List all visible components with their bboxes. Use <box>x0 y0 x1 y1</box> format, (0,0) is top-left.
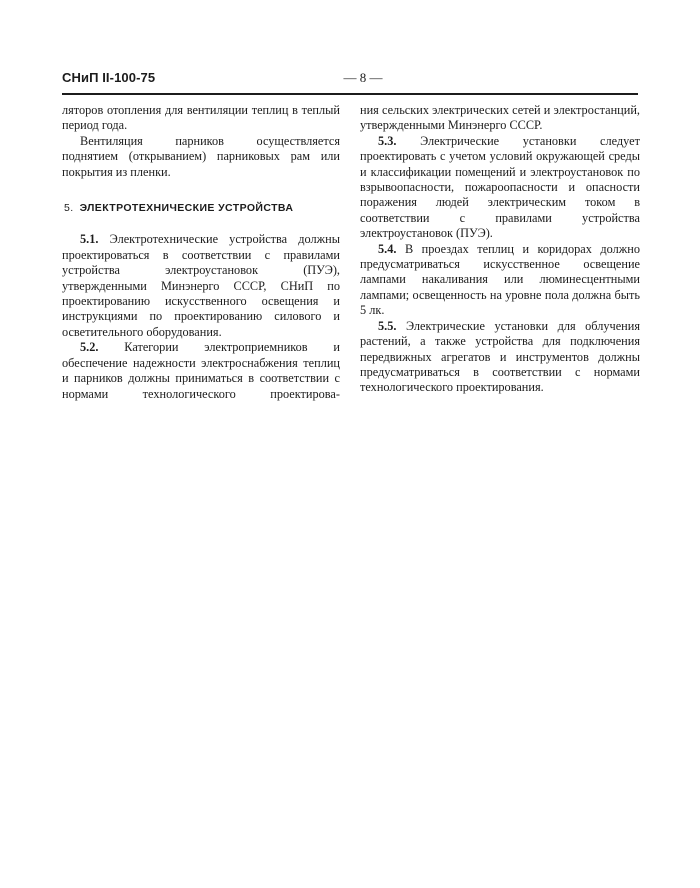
clause-text: Электрические установки для облучения растений, а также устройства для подключения передвижных агрегатов и инструментов должны предусматриваться в соответствии с нормами технологического проектирования. <box>360 318 640 395</box>
left-column <box>62 103 340 402</box>
clause-number: 5.3. <box>378 133 397 148</box>
paragraph-5-2 <box>62 340 340 402</box>
page-number: — 8 — <box>343 70 383 85</box>
paragraph-5-5 <box>360 319 640 396</box>
clause-text: Электротехнические устройства должны проектироваться в соответствии с правилами устройства электроустановок (ПУЭ), утвержденными Минэнерго СССР, СНиП по проектированию искусственного освещения и инструкциями по проектированию силового и осветительного оборудования. <box>62 232 340 339</box>
clause-number: 5.1. <box>80 232 99 247</box>
paragraph-continuation: ляторов отопления для вентиляции теплиц в теплый период года. <box>62 103 340 133</box>
paragraph-5-4 <box>360 242 640 319</box>
clause-number: 5.4. <box>378 241 397 256</box>
header-rule <box>62 93 638 95</box>
paragraph-5-1 <box>62 232 340 340</box>
paragraph-greenhouse-ventilation: Вентиляция парников осуществляется поднятием (открыванием) парниковых рам или покрытия из пленки. <box>62 133 340 179</box>
clause-text: Электрические установки следует проектировать с учетом условий окружающей среды и классификации помещений и электроустановок по взрывоопасности, пожароопасности и опасности поражения людей электрическим током в соответствии с правилами устройства электроустановок (ПУЭ). <box>360 133 640 241</box>
right-column <box>360 103 640 396</box>
paragraph-5-3 <box>360 134 640 242</box>
section-title: ЭЛЕКТРОТЕХНИЧЕСКИЕ УСТРОЙСТВА <box>79 202 294 215</box>
document-code: СНиП II-100-75 <box>62 70 156 85</box>
paragraph-continuation: ния сельских электрических сетей и электростанций, утвержденными Минэнерго СССР. <box>360 103 640 133</box>
section-number: 5. <box>64 202 74 215</box>
page-header <box>62 70 638 90</box>
clause-number: 5.2. <box>80 340 99 355</box>
section-heading <box>62 201 340 216</box>
clause-number: 5.5. <box>378 318 397 333</box>
clause-text: В проездах теплиц и коридорах должно предусматриваться искусственное освещение лампами накаливания или люминесцентными лампами; освещенность на уровне пола должна быть 5 лк. <box>360 241 641 318</box>
clause-text: Категории электроприемников и обеспечение надежности электроснабжения теплиц и парников должны приниматься в соответствии с нормами технологического проектирова- <box>62 340 340 401</box>
